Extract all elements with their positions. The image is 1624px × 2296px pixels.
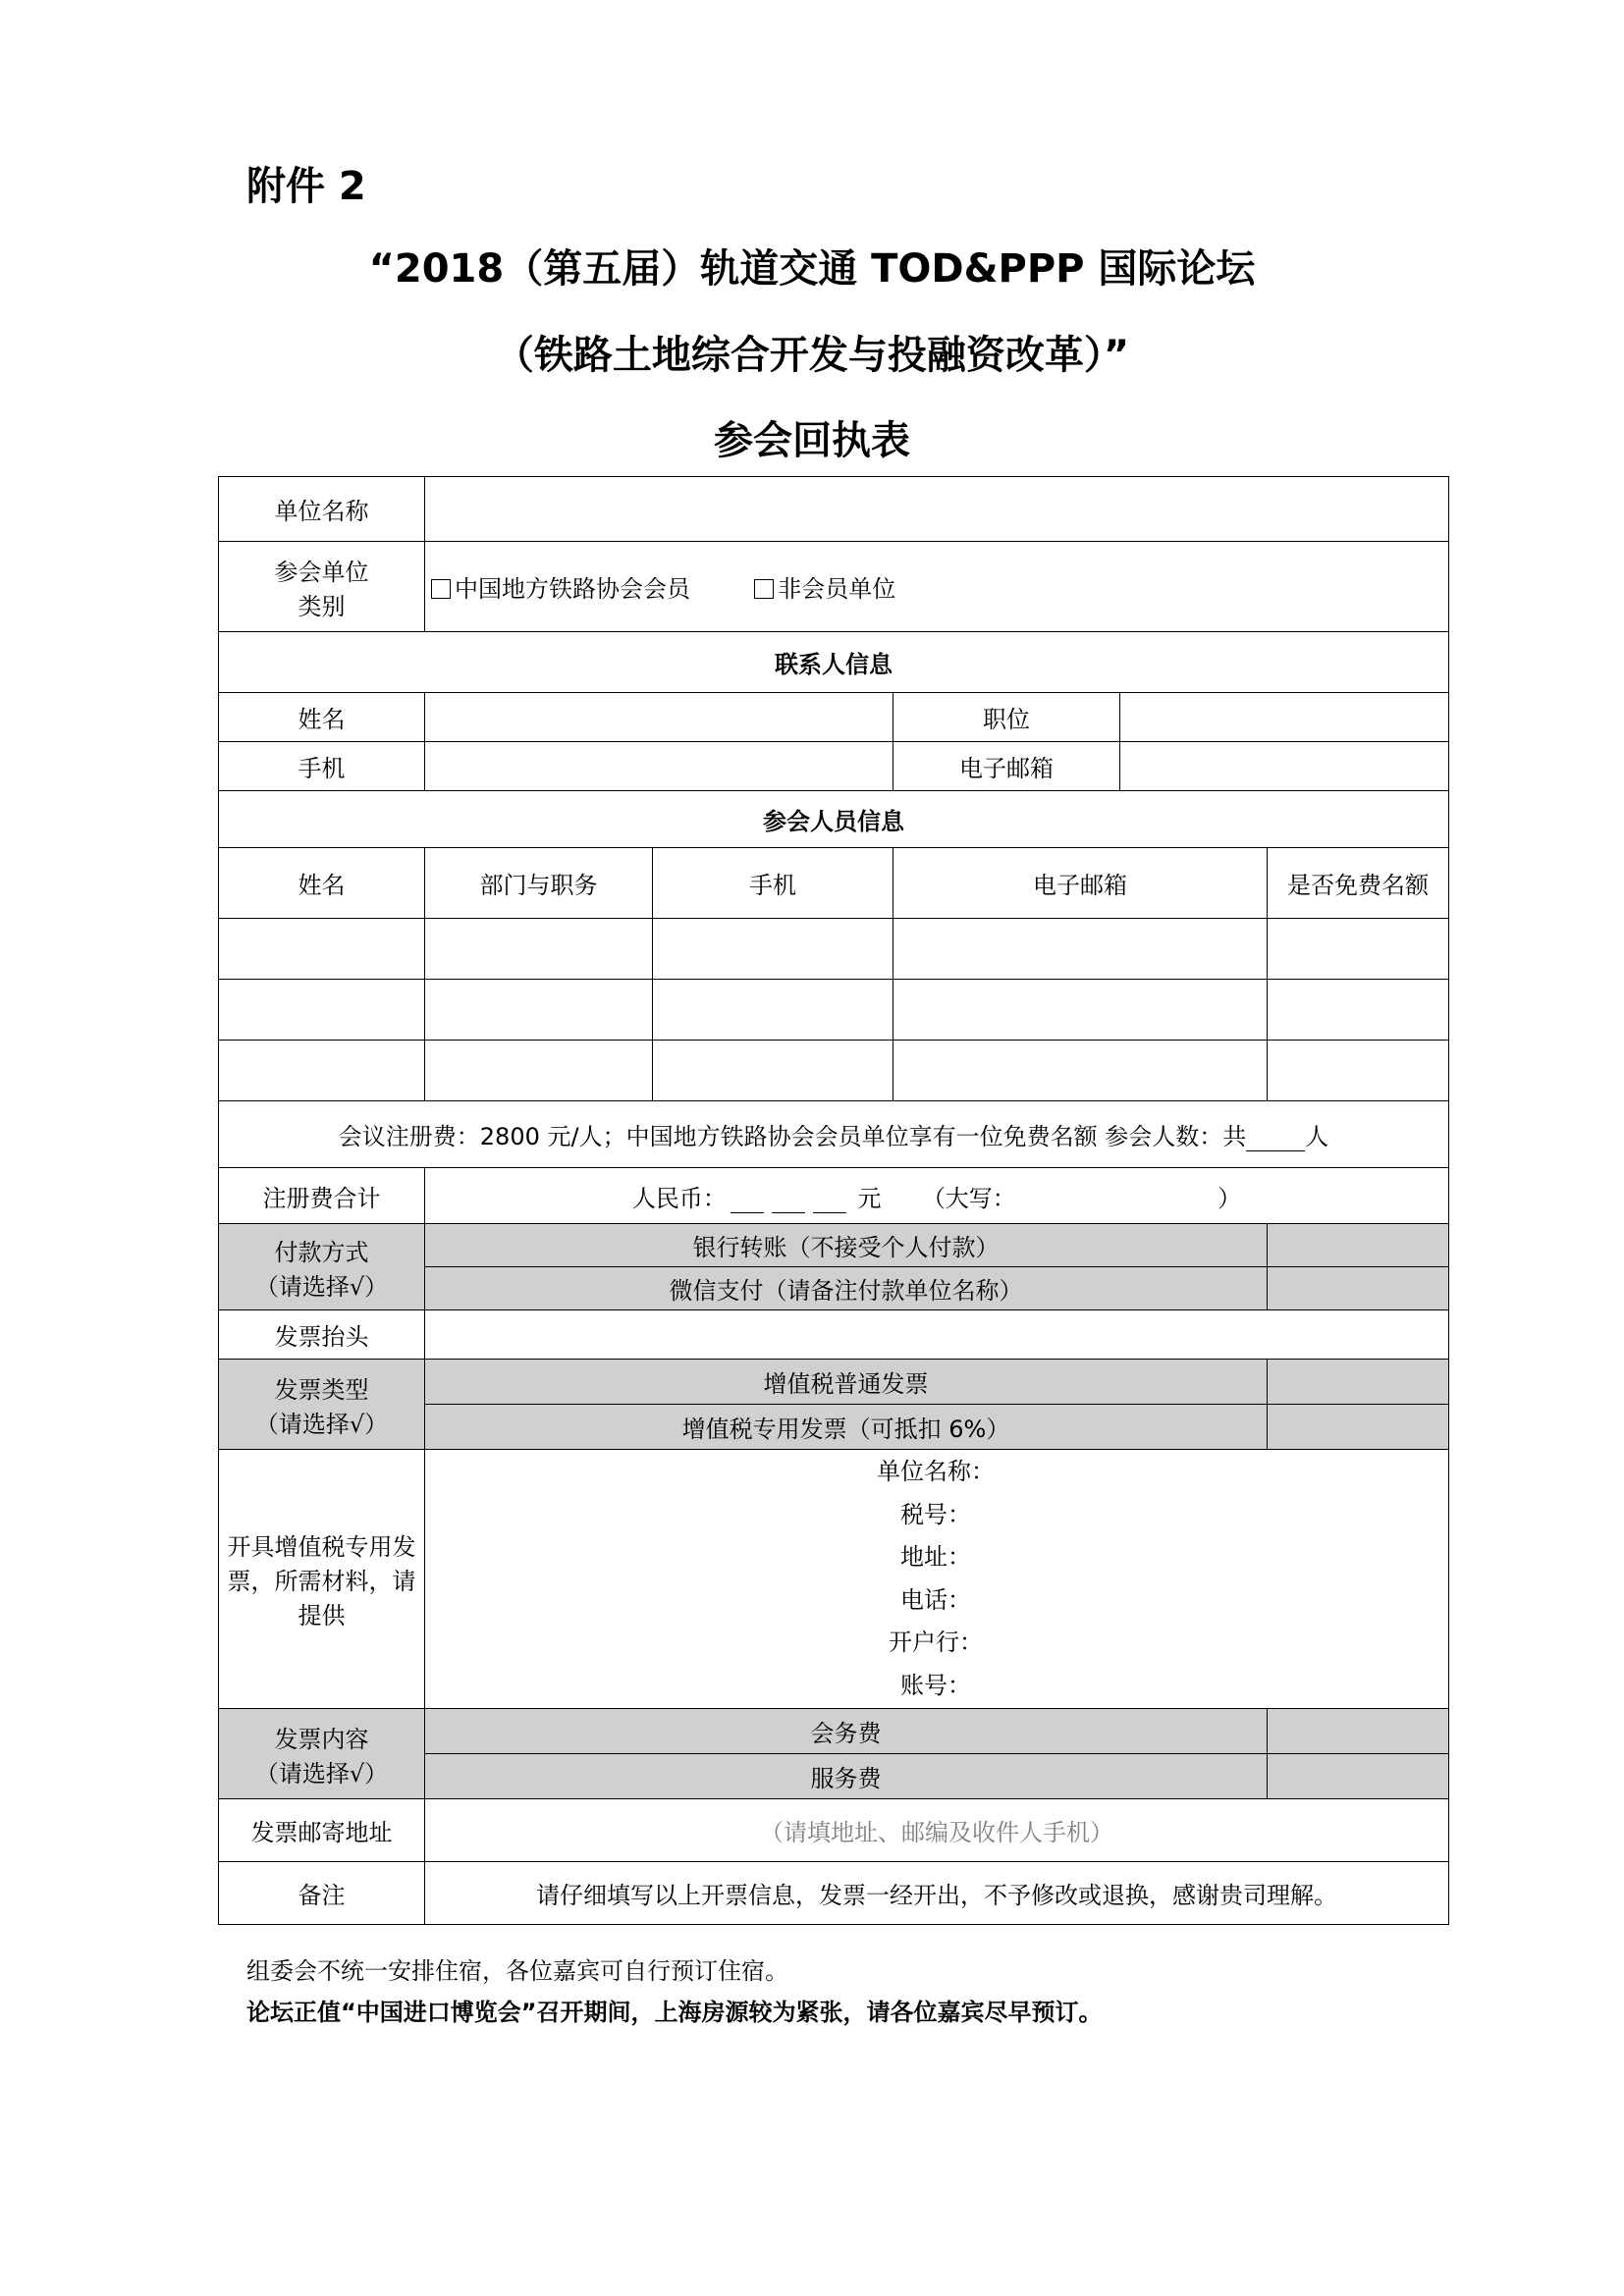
vat-field-bank[interactable]: 开户行：: [889, 1629, 983, 1656]
contact-name-label: 姓名: [219, 693, 425, 742]
attendee-row: [219, 1041, 1449, 1101]
attendee-section-header: 参会人员信息: [219, 791, 1449, 848]
member-checkbox[interactable]: [431, 575, 690, 603]
attendee-free-quota-cell[interactable]: [1268, 980, 1449, 1041]
invoice-content-service-select[interactable]: [1268, 1754, 1449, 1799]
contact-position-label: 职位: [893, 693, 1120, 742]
invoice-type-special: 增值税专用发票（可抵扣 6%）: [425, 1405, 1268, 1450]
booking-reminder: 论坛正值“中国进口博览会”召开期间，上海房源较为紧张，请各位嘉宾尽早预订。: [246, 1999, 1103, 2026]
fee-text: 会议注册费：2800 元/人；中国地方铁路协会会员单位享有一位免费名额 参会人数：共: [338, 1123, 1247, 1150]
vat-field-tax-id[interactable]: 税号：: [900, 1500, 971, 1528]
attendee-col-name: 姓名: [219, 848, 425, 919]
contact-section-header: 联系人信息: [219, 632, 1449, 693]
registration-form: [218, 476, 1449, 1925]
unit-category-options: [425, 542, 1449, 632]
nonmember-checkbox[interactable]: [754, 575, 895, 603]
attendee-mobile-cell[interactable]: [653, 919, 893, 980]
attendee-col-mobile: 手机: [653, 848, 893, 919]
attendee-name-cell[interactable]: [219, 919, 425, 980]
vat-materials-fields: [425, 1450, 1449, 1709]
vat-field-phone[interactable]: 电话：: [900, 1585, 971, 1614]
contact-position-field[interactable]: [1120, 693, 1449, 742]
remark-text: 请仔细填写以上开票信息，发票一经开出，不予修改或退换，感谢贵司理解。: [425, 1862, 1449, 1925]
attendee-email-cell[interactable]: [893, 1041, 1268, 1101]
attendee-col-email: 电子邮箱: [893, 848, 1268, 919]
form-title-line1: “2018（第五届）轨道交通 TOD&PPP 国际论坛: [368, 246, 1256, 292]
unit-name-label: 单位名称: [219, 477, 425, 542]
fee-unit: 人: [1305, 1123, 1329, 1150]
vat-field-address[interactable]: 地址：: [900, 1543, 971, 1571]
attendee-count-field[interactable]: [1246, 1129, 1305, 1151]
unit-category-label: [219, 542, 425, 632]
form-title-line3: 参会回执表: [714, 418, 910, 463]
attendee-department-cell[interactable]: [425, 1041, 653, 1101]
accommodation-note: 组委会不统一安排住宿，各位嘉宾可自行预订住宿。: [246, 1957, 788, 1985]
invoice-type-special-select[interactable]: [1268, 1405, 1449, 1450]
unit-category-label-line2: 类别: [298, 592, 346, 620]
payment-method-label-line2: （请选择√）: [254, 1272, 389, 1301]
invoice-type-label: [219, 1360, 425, 1450]
payment-bank-select[interactable]: [1268, 1224, 1449, 1267]
invoice-content-label: [219, 1709, 425, 1799]
invoice-content-meeting-fee: 会务费: [425, 1709, 1268, 1754]
attendee-email-cell[interactable]: [893, 919, 1268, 980]
vat-field-unit-name[interactable]: 单位名称：: [877, 1458, 995, 1485]
vat-field-account[interactable]: 账号：: [900, 1671, 971, 1699]
invoice-type-normal: 增值税普通发票: [425, 1360, 1268, 1405]
attendee-name-cell[interactable]: [219, 1041, 425, 1101]
attendee-department-cell[interactable]: [425, 919, 653, 980]
fee-amount-field[interactable]: [731, 1191, 764, 1213]
invoice-type-normal-select[interactable]: [1268, 1360, 1449, 1405]
invoice-title-field[interactable]: [425, 1310, 1449, 1360]
fee-total-label: 注册费合计: [219, 1168, 425, 1224]
contact-email-field[interactable]: [1120, 742, 1449, 791]
payment-wechat-select[interactable]: [1268, 1267, 1449, 1310]
mail-address-label: 发票邮寄地址: [219, 1799, 425, 1862]
vat-materials-label: 开具增值税专用发票，所需材料，请提供: [219, 1450, 425, 1709]
appendix-label: 附件 2: [246, 164, 366, 209]
attendee-row: [219, 919, 1449, 980]
fee-total-close: ）: [1218, 1184, 1242, 1212]
nonmember-option-label: 非会员单位: [778, 575, 896, 603]
contact-email-label: 电子邮箱: [893, 742, 1120, 791]
checkbox-icon: [754, 579, 774, 599]
attendee-free-quota-cell[interactable]: [1268, 919, 1449, 980]
invoice-content-meeting-select[interactable]: [1268, 1709, 1449, 1754]
contact-name-field[interactable]: [425, 693, 893, 742]
attendee-department-cell[interactable]: [425, 980, 653, 1041]
unit-category-label-line1: 参会单位: [274, 558, 369, 586]
invoice-type-label-line1: 发票类型: [274, 1375, 369, 1404]
attendee-col-free-quota: 是否免费名额: [1268, 848, 1449, 919]
fee-amount-field[interactable]: [813, 1191, 846, 1213]
invoice-title-label: 发票抬头: [219, 1310, 425, 1360]
fee-total-capital: （大写：: [921, 1184, 1016, 1212]
unit-name-field[interactable]: [425, 477, 1449, 542]
mail-address-field[interactable]: （请填地址、邮编及收件人手机）: [425, 1799, 1449, 1862]
payment-option-bank: 银行转账（不接受个人付款）: [425, 1224, 1268, 1267]
contact-mobile-label: 手机: [219, 742, 425, 791]
payment-option-wechat: 微信支付（请备注付款单位名称）: [425, 1267, 1268, 1310]
invoice-type-label-line2: （请选择√）: [254, 1410, 389, 1438]
form-title-line2: （铁路土地综合开发与投融资改革）”: [494, 333, 1130, 378]
attendee-email-cell[interactable]: [893, 980, 1268, 1041]
attendee-col-department: 部门与职务: [425, 848, 653, 919]
invoice-content-label-line1: 发票内容: [274, 1725, 369, 1753]
attendee-mobile-cell[interactable]: [653, 1041, 893, 1101]
payment-method-label-line1: 付款方式: [274, 1238, 369, 1266]
fee-amount-field[interactable]: [772, 1191, 805, 1213]
fee-total-rmb: 人民币：: [631, 1184, 727, 1212]
remark-label: 备注: [219, 1862, 425, 1925]
attendee-row: [219, 980, 1449, 1041]
invoice-content-label-line2: （请选择√）: [254, 1759, 389, 1788]
payment-method-label: [219, 1224, 425, 1310]
fee-total-line: [425, 1168, 1449, 1224]
attendee-mobile-cell[interactable]: [653, 980, 893, 1041]
attendee-name-cell[interactable]: [219, 980, 425, 1041]
checkbox-icon: [431, 579, 451, 599]
invoice-content-service-fee: 服务费: [425, 1754, 1268, 1799]
member-option-label: 中国地方铁路协会会员: [455, 575, 690, 603]
fee-total-yuan: 元: [857, 1184, 882, 1212]
attendee-free-quota-cell[interactable]: [1268, 1041, 1449, 1101]
fee-info: [219, 1101, 1449, 1168]
contact-mobile-field[interactable]: [425, 742, 893, 791]
